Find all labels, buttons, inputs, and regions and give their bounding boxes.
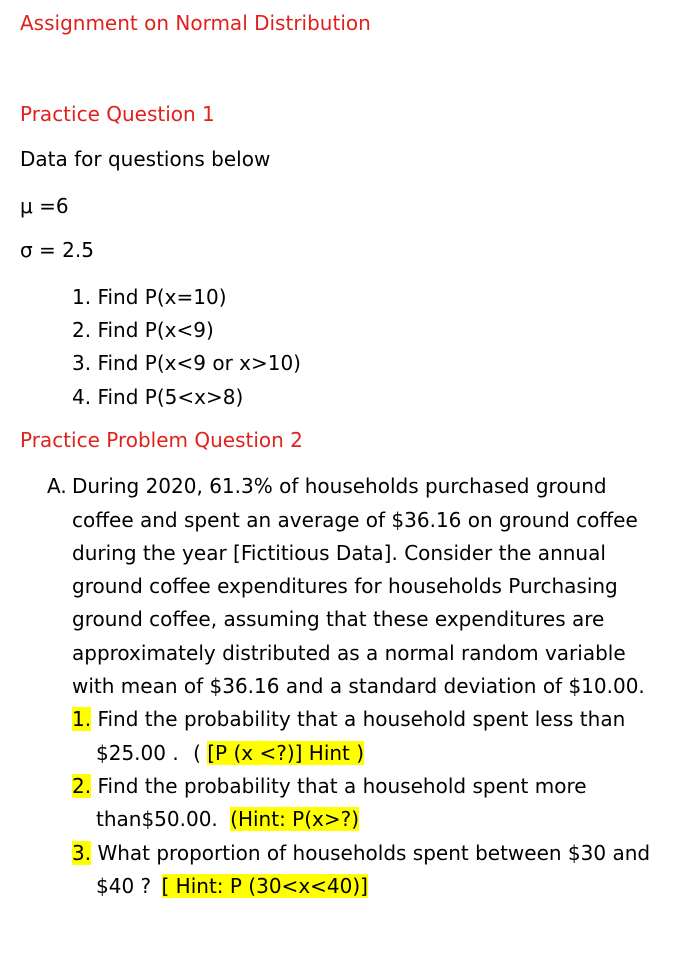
- sub-question-2-continuation: [96, 806, 359, 832]
- item-number: 4.: [72, 385, 92, 409]
- hint-text: [P (x <?)] Hint ): [207, 741, 365, 765]
- paragraph-line: ground coffee, assuming that these expenditures are: [72, 607, 605, 631]
- sub-question-1-continuation: [96, 740, 364, 766]
- sub-question-3-continuation: [96, 873, 368, 899]
- question-1-item: [72, 284, 227, 310]
- sub-question-text: Find the probability that a household spent less than: [97, 707, 626, 731]
- sub-question-2: [72, 773, 587, 799]
- sub-question-text: $25.00 .: [96, 741, 179, 765]
- question-1-item: [72, 384, 243, 410]
- question-1-intro: Data for questions below: [20, 147, 271, 171]
- item-number: 1.: [72, 285, 92, 309]
- item-number: 3.: [72, 351, 92, 375]
- hint-text: [ Hint: P (30<x<40)]: [161, 874, 368, 898]
- sub-question-text: $40 ?: [96, 874, 152, 898]
- item-text: Find P(x<9 or x>10): [97, 351, 301, 375]
- paragraph-line: during the year [Fictitious Data]. Consider the annual: [72, 541, 606, 565]
- item-text: Find P(x=10): [97, 285, 227, 309]
- paragraph-line: coffee and spent an average of $36.16 on ground coffee: [72, 508, 638, 532]
- std-dev-value: σ = 2.5: [20, 238, 94, 262]
- sub-question-text: than$50.00.: [96, 807, 218, 831]
- item-text: Find P(5<x>8): [97, 385, 244, 409]
- paragraph-line: with mean of $36.16 and a standard deviation of $10.00.: [72, 674, 645, 698]
- hint-text: (Hint: P(x>?): [230, 807, 360, 831]
- paragraph-line: ground coffee expenditures for households Purchasing: [72, 574, 618, 598]
- item-text: Find P(x<9): [97, 318, 214, 342]
- item-number: 2.: [72, 318, 92, 342]
- question-1-item: [72, 317, 214, 343]
- question-2-heading: Practice Problem Question 2: [20, 428, 303, 452]
- sub-question-3: [72, 840, 650, 866]
- sub-question-number: 3.: [72, 841, 92, 865]
- hint-prefix: (: [193, 741, 208, 765]
- sub-question-text: Find the probability that a household spent more: [97, 774, 587, 798]
- question-1-item: [72, 350, 301, 376]
- document-title: Assignment on Normal Distribution: [20, 11, 371, 35]
- mean-value: μ =6: [20, 194, 69, 218]
- question-1-heading: Practice Question 1: [20, 102, 215, 126]
- sub-question-1: [72, 706, 625, 732]
- part-label: A.: [47, 474, 67, 498]
- sub-question-number: 2.: [72, 774, 92, 798]
- paragraph-line: During 2020, 61.3% of households purchased ground: [72, 474, 607, 498]
- sub-question-number: 1.: [72, 707, 92, 731]
- paragraph-line: approximately distributed as a normal random variable: [72, 641, 626, 665]
- sub-question-text: What proportion of households spent between $30 and: [97, 841, 651, 865]
